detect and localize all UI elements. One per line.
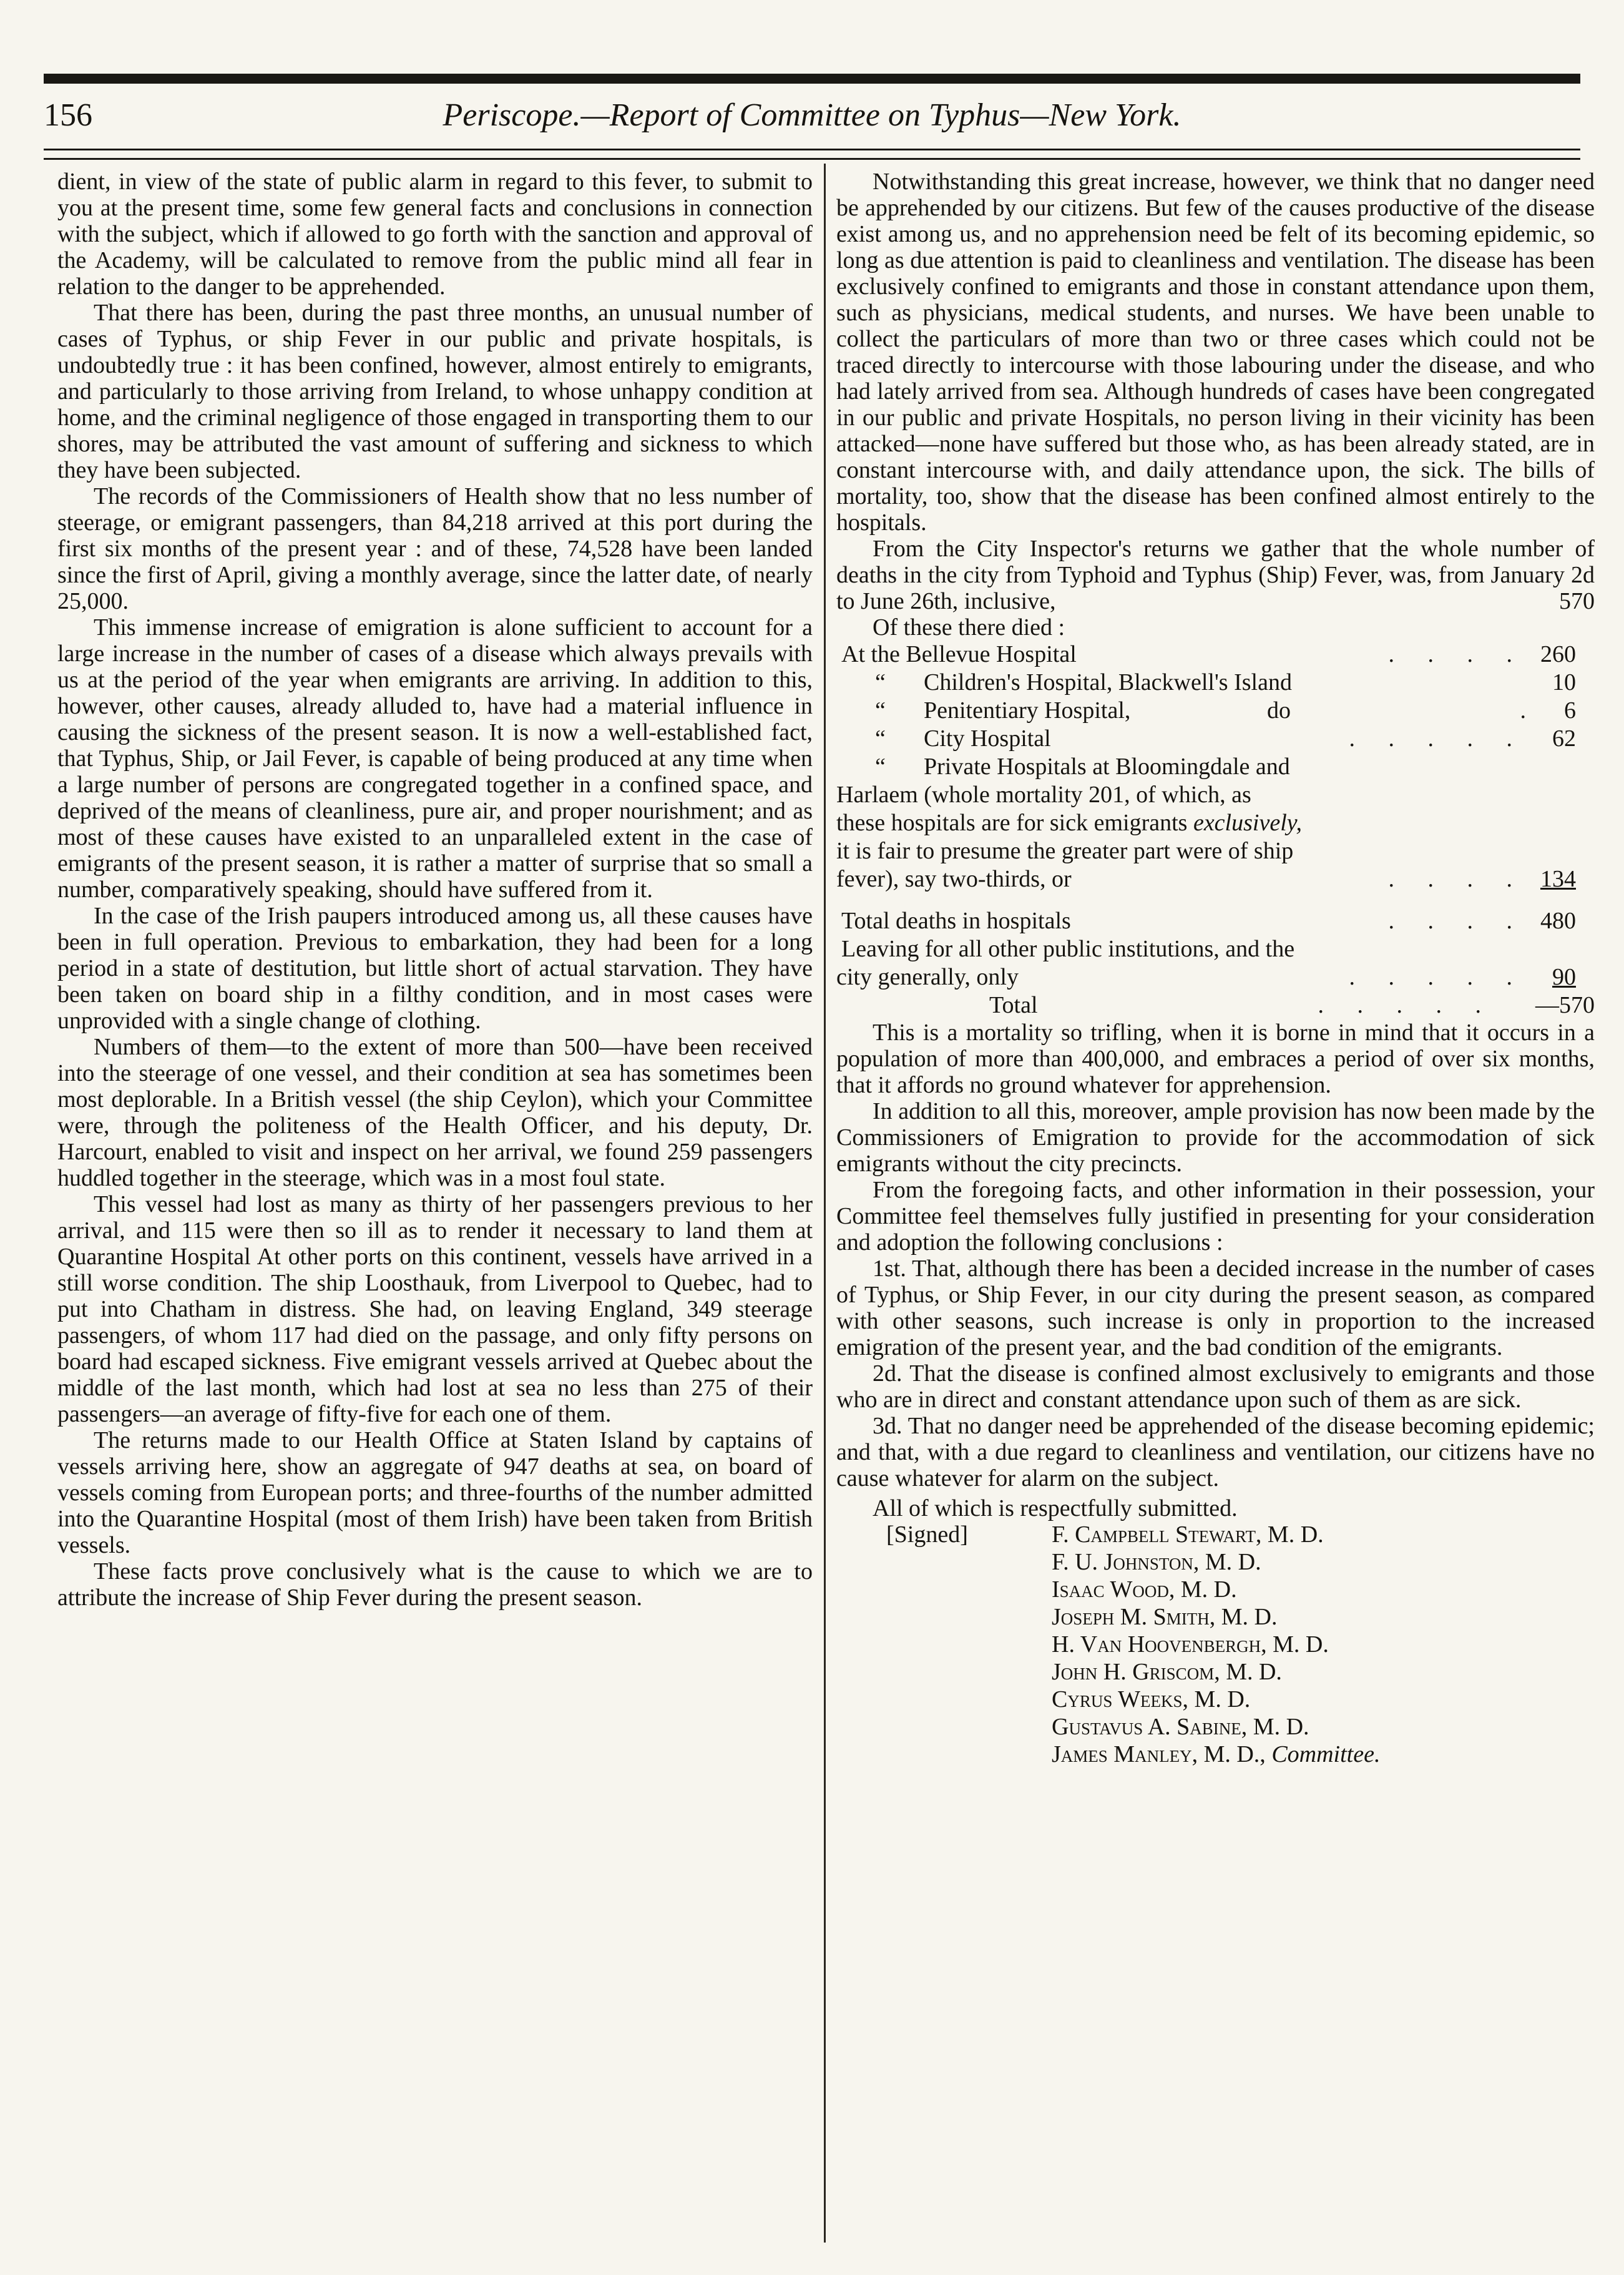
table-grand-total-row <box>836 991 1595 1020</box>
signatory-name: F. Campbell Stewart, M. D. <box>1052 1521 1324 1548</box>
signatory-name: John H. Griscom, M. D. <box>1052 1659 1282 1685</box>
row-value: 134 <box>1540 866 1576 892</box>
table-total-row <box>836 907 1595 935</box>
paragraph: The records of the Commissioners of Health show that no less number of steerage, or emigrant passengers, than 84,218 arrived at this port during the first six months of the present year : and of these, 74,528 have been landed since the first of April, giving a monthly average, since the latter date, of nearly 25,000. <box>57 483 813 614</box>
signatory-name: F. U. Johnston, M. D. <box>1052 1549 1261 1575</box>
signatory-name: Isaac Wood, M. D. <box>1052 1576 1237 1603</box>
header-double-rule <box>44 149 1580 160</box>
conclusion-item: 3d. That no danger need be apprehended of the disease becoming epidemic; and that, with a due regard to cleanliness and ventilation, our citizens have no cause whatever for alarm on the subject. <box>836 1413 1595 1491</box>
mortality-table <box>836 641 1595 1020</box>
signed-line <box>836 1521 1595 1549</box>
table-row-continuation <box>836 809 1595 837</box>
table-row <box>836 669 1595 697</box>
leader-dots: . . . . <box>1388 641 1526 667</box>
leader-dots: . <box>1520 697 1526 724</box>
row-text: these hospitals are for sick emigrants <box>836 810 1193 836</box>
paragraph: In addition to all this, moreover, ample provision has now been made by the Commissioners of Emigration to provide for the accommodation of sick emigrants without the city precincts. <box>836 1098 1595 1177</box>
signed-tag: [Signed] <box>886 1521 968 1548</box>
leader-dots: . . . . . <box>1349 964 1526 990</box>
committee-role: Committee. <box>1271 1741 1381 1767</box>
row-label: city generally, only <box>836 964 1019 990</box>
paragraph: This vessel had lost as many as thirty of her passengers previous to her arrival, and 115 were then so ill as to render it necessary to land them at Quarantine Hospital At other ports on this continent, vessels have arrived in a still worse condition. The ship Loosthauk, from Liverpool to Quebec, had to put into Chatham in distress. She had, on leaving England, 349 steerage passengers, of whom 117 had died on the passage, and only fifty persons on board had escaped sickness. Five emigrant vessels arrived at Quebec about the middle of the last month, which had lost at sea no less than 275 of their passengers—an average of fifty-five for each one of them. <box>57 1191 813 1427</box>
emphasis: exclusively, <box>1193 810 1303 836</box>
signatory-name: Cyrus Weeks, M. D. <box>1052 1686 1251 1712</box>
deaths-intro-paragraph <box>836 536 1595 614</box>
row-label: At the Bellevue Hospital <box>841 641 1077 667</box>
paragraph: These facts prove conclusively what is the cause to which we are to attribute the increase of Ship Fever during the present season. <box>57 1558 813 1611</box>
table-row <box>836 865 1595 893</box>
signatory-name: Joseph M. Smith, M. D. <box>1052 1604 1278 1630</box>
row-label: Private Hospitals at Bloomingdale and <box>924 754 1290 780</box>
conclusion-item: 2d. That the disease is confined almost exclusively to emigrants and those who are in direct and constant attendance upon such of them as are sick. <box>836 1360 1595 1413</box>
ditto-mark: “ <box>875 697 886 724</box>
leader-dots: . . . . <box>1388 866 1526 892</box>
table-row <box>836 641 1595 669</box>
left-column <box>57 169 813 2241</box>
ditto-word: do <box>1267 697 1291 724</box>
signatory-name: James Manley, M. D., <box>1052 1741 1266 1767</box>
signatory-name: H. Van Hoovenbergh, M. D. <box>1052 1631 1329 1658</box>
running-head: Periscope.—Report of Committee on Typhus—New York. <box>443 97 1181 133</box>
paragraph: This is a mortality so trifling, when it is borne in mind that it occurs in a population of more than 400,000, and embraces a period of over six months, that it affords no ground whatever for apprehension. <box>836 1020 1595 1098</box>
page-header <box>44 86 1580 145</box>
row-label: City Hospital <box>924 725 1051 752</box>
table-row-continuation: Harlaem (whole mortality 201, of which, as <box>836 782 1251 808</box>
table-row <box>836 725 1595 753</box>
table-row <box>836 753 1595 781</box>
paragraph: From the foregoing facts, and other information in their possession, your Committee feel themselves fully justified in presenting for your consideration and adoption the following conclusions : <box>836 1177 1595 1255</box>
mortality-table-heading: Of these there died : <box>873 614 1065 641</box>
row-label: Leaving for all other public institutions, and the <box>841 936 1295 962</box>
leader-dots: . . . . . <box>1318 992 1495 1018</box>
table-row-continuation: it is fair to presume the greater part were of ship <box>836 838 1294 864</box>
deaths-intro-text: From the City Inspector's returns we gather that the whole number of deaths in the city from Typhoid and Typhus (Ship) Fever, was, from January 2d to June 26th, inclusive, <box>836 536 1595 614</box>
paragraph: The returns made to our Health Office at Staten Island by captains of vessels arriving here, show an aggregate of 947 deaths at sea, on board of vessels coming from European ports; and three-fourths of the number admitted into the Quarantine Hospital (most of them Irish) have been taken from British vessels. <box>57 1427 813 1558</box>
signatory-name: Gustavus A. Sabine, M. D. <box>1052 1714 1309 1740</box>
row-value: 480 <box>1540 908 1576 934</box>
table-row <box>836 935 1595 963</box>
paragraph: Numbers of them—to the extent of more than 500—have been received into the steerage of one vessel, and their condition at sea has sometimes been most deplorable. In a British vessel (the ship Ceylon), which your Committee were, through the politeness of the Health Officer, and his deputy, Dr. Harcourt, enabled to visit and inspect on her arrival, we found 259 passengers huddled together in the steerage, which was in a most foul state. <box>57 1034 813 1191</box>
row-label: Total <box>989 992 1038 1018</box>
row-value: 62 <box>1552 725 1576 752</box>
ditto-mark: “ <box>875 725 886 752</box>
row-value: 260 <box>1540 641 1576 667</box>
ditto-mark: “ <box>875 754 886 780</box>
row-value: 90 <box>1552 964 1576 990</box>
table-row <box>836 963 1595 991</box>
signature-block <box>836 1495 1595 1769</box>
row-label: Total deaths in hospitals <box>841 908 1071 934</box>
paragraph: This immense increase of emigration is alone sufficient to account for a large increase in the number of cases of a disease which always prevails with us at the period of the year when emigrants are arriving. In addition to this, however, other causes, already alluded to, have had a material influence in causing the sickness of the present season. It is now a well-established fact, that Typhus, Ship, or Jail Fever, is capable of being produced at any time when a large number of persons are congregated together in a confined space, and deprived of the means of cleanliness, pure air, and proper nourishment; and as most of these causes have existed to an unparalleled extent in the case of emigrants of the present season, it is rather a matter of surprise that so small a number, comparatively speaking, should have suffered from it. <box>57 614 813 903</box>
signatory-name-last <box>836 1741 1595 1769</box>
conclusion-item: 1st. That, although there has been a decided increase in the number of cases of Typhus, or Ship Fever, in our city during the present season, as compared with other seasons, such increase is only in proportion to the increased emigration of the present year, and the bad condition of the emigrants. <box>836 1255 1595 1360</box>
page-number: 156 <box>44 97 92 133</box>
row-label: Penitentiary Hospital, <box>924 697 1131 724</box>
spacer <box>836 893 1595 907</box>
paragraph: dient, in view of the state of public alarm in regard to this fever, to submit to you at the present time, some few general facts and conclusions in connection with the subject, which if allowed to go forth with the sanction and approval of the Academy, will be calculated to remove from the public mind all fear in relation to the danger to be apprehended. <box>57 169 813 300</box>
paragraph: Notwithstanding this great increase, however, we think that no danger need be apprehended by our citizens. But few of the causes productive of the disease exist among us, and no apprehension need be felt of its becoming epidemic, so long as due attention is paid to cleanliness and ventilation. The disease has been exclusively confined to emigrants and those in constant attendance upon them, such as physicians, medical students, and nurses. We have been unable to collect the particulars of more than two or three cases which could not be traced directly to intercourse with those labouring under the disease, and who had lately arrived from sea. Although hundreds of cases have been congregated in our public and private Hospitals, no person living in their vicinity has been attacked—none have suffered but those who, as has been already stated, are in constant intercourse with, and daily attendance upon, the sick. The bills of mortality, too, show that the disease has been confined almost entirely to the hospitals. <box>836 169 1595 536</box>
row-label: fever), say two-thirds, or <box>836 866 1072 892</box>
column-divider <box>824 164 826 2243</box>
leader-dots: . . . . . <box>1349 725 1526 752</box>
paragraph: In the case of the Irish paupers introduced among us, all these causes have been in full operation. Previous to embarkation, they had been for a long period in a state of destitution, but little short of actual starvation. They have been taken on board ship in a filthy condition, and in most cases were unprovided with a single change of clothing. <box>57 903 813 1034</box>
right-column <box>836 169 1595 2241</box>
table-row <box>836 697 1595 725</box>
paragraph: That there has been, during the past three months, an unusual number of cases of Typhus, or ship Fever in our public and private hospitals, is undoubtedly true : it has been confined, however, almost entirely to emigrants, and particularly to those arriving from Ireland, to whose unhappy condition at home, and the criminal negligence of those engaged in transporting them to our shores, may be attributed the vast amount of suffering and sickness to which they have been subjected. <box>57 300 813 483</box>
row-value: 10 <box>1552 669 1576 695</box>
closing-line: All of which is respectfully submitted. <box>873 1495 1238 1521</box>
row-value: 6 <box>1564 697 1576 724</box>
row-value: —570 <box>1535 992 1595 1018</box>
row-label: Children's Hospital, Blackwell's Island <box>924 669 1292 695</box>
header-top-rule <box>44 74 1580 84</box>
ditto-mark: “ <box>875 669 886 695</box>
leader-dots: . . . . <box>1388 908 1526 934</box>
deaths-total-value: 570 <box>1559 588 1595 614</box>
